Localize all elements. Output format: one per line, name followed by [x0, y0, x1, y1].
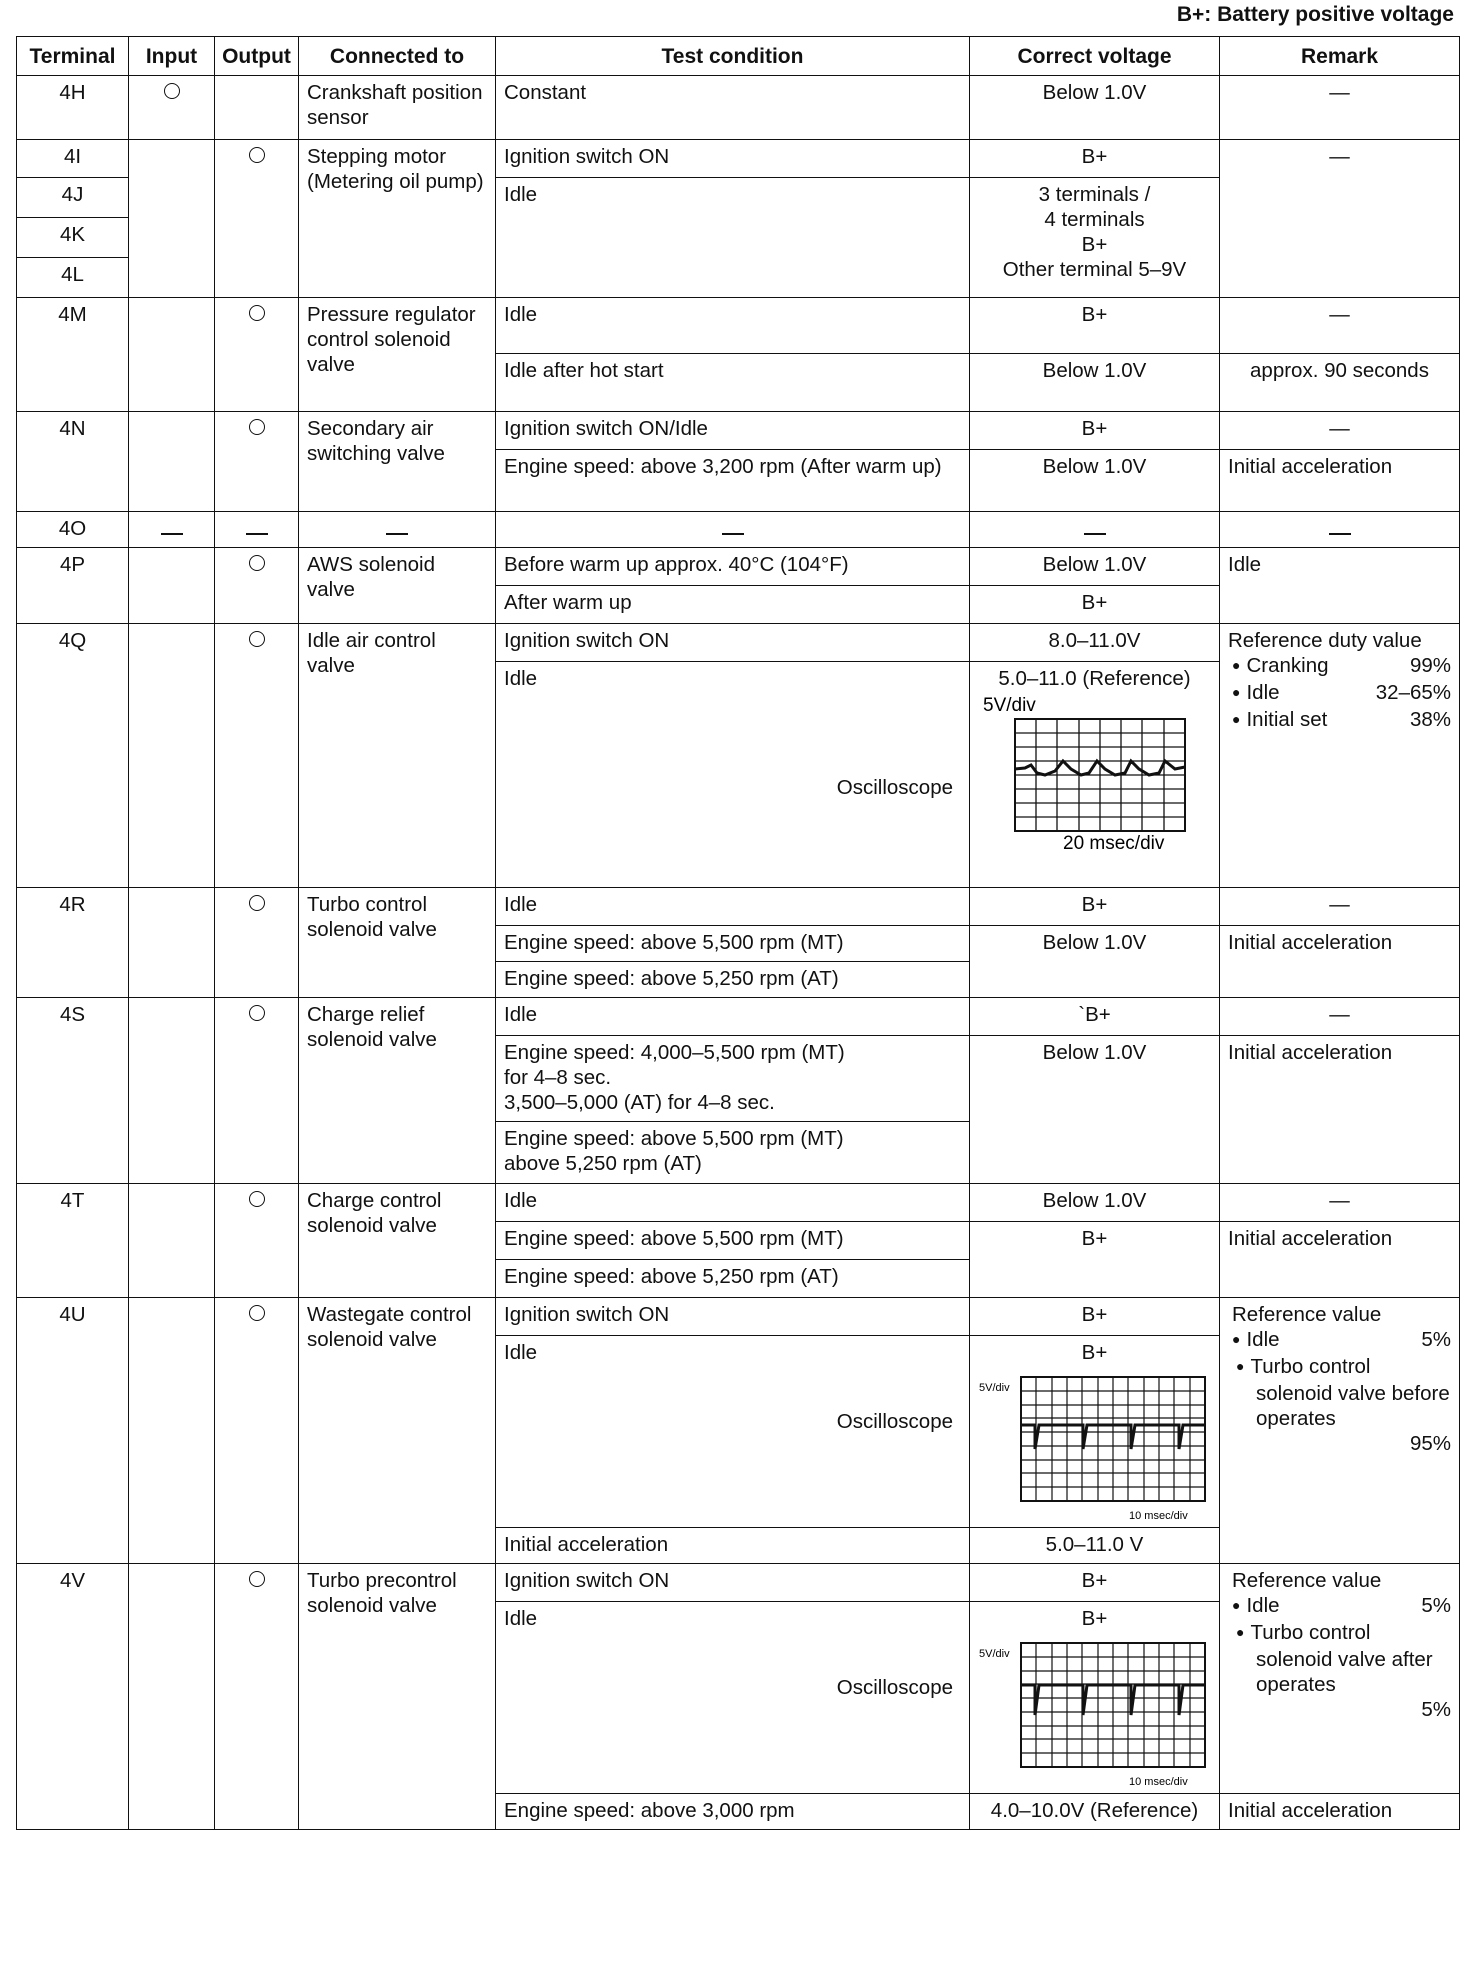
voltage-cell: Below 1.0V [970, 76, 1220, 140]
voltage-cell [970, 1602, 1220, 1794]
output-cell [215, 548, 299, 624]
remark-heading: Reference duty value [1228, 629, 1422, 652]
condition-cell: Engine speed: above 3,200 rpm (After warm up) [496, 450, 970, 512]
dash-mark [1084, 533, 1106, 535]
condition-cell: Idle [496, 178, 970, 298]
list-item [1232, 1593, 1451, 1620]
output-cell [215, 1184, 299, 1298]
voltage-cell: B+ [970, 1298, 1220, 1336]
duty-label: ● Initial set [1232, 707, 1327, 734]
voltage-cell: `B+ [970, 998, 1220, 1036]
terminal-cell: 4J [17, 178, 129, 218]
table-row [17, 1184, 1460, 1222]
condition-cell: Before warm up approx. 40°C (104°F) [496, 548, 970, 586]
output-mark-icon [249, 555, 265, 571]
remark-cell [1220, 1564, 1460, 1794]
ref-value: 95% [1409, 1432, 1451, 1455]
connected-cell: Wastegate control solenoid valve [299, 1298, 496, 1564]
remark-cell: — [1220, 298, 1460, 354]
ref-label: ● Idle [1232, 1327, 1280, 1354]
condition-cell [496, 512, 970, 548]
output-cell [215, 1298, 299, 1564]
connected-cell [299, 512, 496, 548]
connected-cell: Turbo precontrol solenoid valve [299, 1564, 496, 1830]
remark-cell: Initial acceleration [1220, 926, 1460, 998]
voltage-cell: B+ [970, 888, 1220, 926]
table-row [17, 888, 1460, 926]
condition-cell: Idle [496, 1184, 970, 1222]
terminal-cell: 4U [17, 1298, 129, 1564]
oscilloscope-waveform-chart [979, 1369, 1211, 1523]
output-mark-icon [249, 1191, 265, 1207]
remark-block [1228, 1302, 1451, 1456]
terminal-cell: 4H [17, 76, 129, 140]
condition-cell: Idle [496, 888, 970, 926]
terminal-cell: 4K [17, 218, 129, 258]
voltage-cell: 4.0–10.0V (Reference) [970, 1794, 1220, 1830]
table-row [17, 548, 1460, 586]
header-output: Output [215, 37, 299, 76]
remark-cell [1220, 624, 1460, 888]
remark-cell [1220, 512, 1460, 548]
table-row [17, 512, 1460, 548]
output-mark-icon [249, 147, 265, 163]
remark-cell: — [1220, 76, 1460, 140]
input-cell [129, 1298, 215, 1564]
condition-cell: Idle [496, 298, 970, 354]
condition-cell: Ignition switch ON [496, 624, 970, 662]
voltage-cell: B+ [970, 1222, 1220, 1298]
scope-grid [1021, 1377, 1205, 1501]
header-terminal: Terminal [17, 37, 129, 76]
condition-text: Idle [504, 667, 538, 690]
condition-line: for 4–8 sec. [504, 1066, 612, 1089]
voltage-cell: B+ [970, 1564, 1220, 1602]
output-cell [215, 888, 299, 998]
condition-line: Engine speed: above 5,500 rpm (MT) [504, 1127, 844, 1150]
header-row [17, 37, 1460, 76]
remark-cell: — [1220, 888, 1460, 926]
input-cell [129, 624, 215, 888]
condition-line: Engine speed: 4,000–5,500 rpm (MT) [504, 1041, 845, 1064]
table-row [17, 76, 1460, 140]
condition-cell: Initial acceleration [496, 1528, 970, 1564]
duty-list [1228, 653, 1451, 734]
condition-cell: Idle [496, 998, 970, 1036]
voltage-cell: B+ [970, 140, 1220, 178]
input-cell [129, 998, 215, 1184]
remark-cell: approx. 90 seconds [1220, 354, 1460, 412]
connected-cell: Crankshaft position sensor [299, 76, 496, 140]
connected-cell: AWS solenoid valve [299, 548, 496, 624]
remark-cell: — [1220, 1184, 1460, 1222]
terminal-cell: 4S [17, 998, 129, 1184]
remark-block [1228, 1568, 1451, 1722]
remark-cell: Initial acceleration [1220, 1794, 1460, 1830]
voltage-note: B+: Battery positive voltage [1176, 3, 1454, 26]
voltage-line: 3 terminals / [1038, 183, 1151, 206]
duty-value: 32–65% [1375, 681, 1451, 704]
remark-cell: Initial acceleration [1220, 1036, 1460, 1184]
remark-cell: — [1220, 140, 1460, 298]
output-mark-icon [249, 419, 265, 435]
condition-line: 3,500–5,000 (AT) for 4–8 sec. [504, 1091, 775, 1114]
terminal-cell: 4O [17, 512, 129, 548]
remark-heading: Reference value [1232, 1569, 1382, 1592]
terminal-cell: 4N [17, 412, 129, 512]
connected-cell: Idle air control valve [299, 624, 496, 888]
remark-heading: Reference value [1232, 1303, 1382, 1326]
voltage-cell: Below 1.0V [970, 548, 1220, 586]
voltage-line: 4 terminals [1044, 208, 1145, 231]
oscilloscope-waveform-chart [979, 695, 1211, 851]
connected-cell: Charge relief solenoid valve [299, 998, 496, 1184]
table-row [17, 412, 1460, 450]
input-cell [129, 298, 215, 412]
voltage-line: B+ [1081, 233, 1108, 256]
dash-mark [246, 533, 268, 535]
tdiv-label: 10 msec/div [1128, 1510, 1188, 1522]
remark-cell: Initial acceleration [1220, 450, 1460, 512]
list-item [1228, 707, 1451, 734]
vdiv-label: 5V/div [978, 1382, 1010, 1394]
terminal-cell: 4M [17, 298, 129, 412]
condition-cell [496, 1336, 970, 1528]
output-cell [215, 140, 299, 298]
output-mark-icon [249, 895, 265, 911]
remark-cell: — [1220, 998, 1460, 1036]
condition-cell: Engine speed: above 5,250 rpm (AT) [496, 1260, 970, 1298]
voltage-text: B+ [1081, 1607, 1108, 1630]
condition-cell: Ignition switch ON [496, 1564, 970, 1602]
voltage-cell [970, 178, 1220, 298]
voltage-cell: Below 1.0V [970, 450, 1220, 512]
voltage-line: Other terminal 5–9V [1002, 258, 1187, 281]
condition-cell: Engine speed: above 5,500 rpm (MT) [496, 1222, 970, 1260]
ref-value: 5% [1421, 1328, 1451, 1351]
condition-cell [496, 1122, 970, 1184]
condition-cell: Ignition switch ON [496, 1298, 970, 1336]
connected-cell: Stepping motor (Metering oil pump) [299, 140, 496, 298]
remark-cell: Idle [1220, 548, 1460, 624]
voltage-text: B+ [1081, 1341, 1108, 1364]
output-mark-icon [249, 631, 265, 647]
dash-mark [722, 533, 744, 535]
voltage-cell: Below 1.0V [970, 926, 1220, 998]
terminal-voltage-table [16, 36, 1460, 1830]
dash-mark [161, 533, 183, 535]
condition-text: Idle [504, 1341, 538, 1364]
voltage-cell [970, 662, 1220, 888]
vdiv-label: 5V/div [982, 695, 1036, 716]
input-cell [129, 1184, 215, 1298]
output-mark-icon [249, 1005, 265, 1021]
tdiv-label: 20 msec/div [1062, 833, 1164, 851]
voltage-cell: B+ [970, 412, 1220, 450]
terminal-cell: 4P [17, 548, 129, 624]
condition-cell: After warm up [496, 586, 970, 624]
input-cell [129, 548, 215, 624]
table-row [17, 1298, 1460, 1336]
oscilloscope-label: Oscilloscope [836, 1410, 953, 1433]
condition-text: Idle [504, 1607, 538, 1630]
header-correct-voltage: Correct voltage [970, 37, 1220, 76]
voltage-cell: B+ [970, 586, 1220, 624]
header-connected-to: Connected to [299, 37, 496, 76]
duty-value: 99% [1409, 654, 1451, 677]
connected-cell: Charge control solenoid valve [299, 1184, 496, 1298]
condition-cell [496, 1602, 970, 1794]
oscilloscope-label: Oscilloscope [836, 1676, 953, 1699]
terminal-cell: 4R [17, 888, 129, 998]
condition-cell: Ignition switch ON [496, 140, 970, 178]
reference-list [1232, 1593, 1451, 1620]
duty-value: 38% [1409, 708, 1451, 731]
condition-cell [496, 662, 970, 888]
output-cell [215, 1564, 299, 1830]
oscilloscope-waveform-chart [979, 1635, 1211, 1789]
output-mark-icon [249, 1571, 265, 1587]
condition-cell: Engine speed: above 3,000 rpm [496, 1794, 970, 1830]
scope-grid [1021, 1643, 1205, 1767]
input-cell [129, 76, 215, 140]
voltage-text: 5.0–11.0 (Reference) [998, 667, 1191, 690]
terminal-cell: 4T [17, 1184, 129, 1298]
connected-cell: Pressure regulator control solenoid valve [299, 298, 496, 412]
voltage-cell [970, 1336, 1220, 1528]
input-cell [129, 412, 215, 512]
output-cell [215, 998, 299, 1184]
header-remark: Remark [1220, 37, 1460, 76]
header-input: Input [129, 37, 215, 76]
dash-mark [386, 533, 408, 535]
remark-cell [1220, 1298, 1460, 1564]
condition-cell: Constant [496, 76, 970, 140]
list-item [1232, 1327, 1451, 1354]
connected-cell: Turbo control solenoid valve [299, 888, 496, 998]
terminal-cell: 4Q [17, 624, 129, 888]
output-cell [215, 512, 299, 548]
input-cell [129, 1564, 215, 1830]
voltage-cell: Below 1.0V [970, 354, 1220, 412]
ref-value: 5% [1421, 1698, 1451, 1721]
voltage-cell: 8.0–11.0V [970, 624, 1220, 662]
output-cell [215, 298, 299, 412]
vdiv-label: 5V/div [978, 1648, 1010, 1660]
voltage-cell [970, 512, 1220, 548]
connected-cell: Secondary air switching valve [299, 412, 496, 512]
output-cell [215, 76, 299, 140]
voltage-cell: Below 1.0V [970, 1184, 1220, 1222]
remark-cell: Initial acceleration [1220, 1222, 1460, 1298]
condition-cell: Engine speed: above 5,250 rpm (AT) [496, 962, 970, 998]
terminal-cell: 4L [17, 258, 129, 298]
oscilloscope-label: Oscilloscope [836, 776, 953, 799]
output-cell [215, 624, 299, 888]
condition-cell: Ignition switch ON/Idle [496, 412, 970, 450]
voltage-cell: Below 1.0V [970, 1036, 1220, 1184]
output-cell [215, 412, 299, 512]
table-row [17, 998, 1460, 1036]
terminal-cell: 4V [17, 1564, 129, 1830]
duty-label: ● Cranking [1232, 653, 1329, 680]
condition-line: above 5,250 rpm (AT) [504, 1152, 702, 1175]
ref-value: 5% [1421, 1594, 1451, 1617]
voltage-cell: 5.0–11.0 V [970, 1528, 1220, 1564]
input-cell [129, 140, 215, 298]
tdiv-label: 10 msec/div [1128, 1776, 1188, 1788]
duty-label: ● Idle [1232, 680, 1280, 707]
ref-label: ● Turbo control solenoid valve before operates [1232, 1354, 1451, 1431]
dash-mark [1329, 533, 1351, 535]
output-mark-icon [249, 1305, 265, 1321]
condition-cell: Engine speed: above 5,500 rpm (MT) [496, 926, 970, 962]
table-row [17, 624, 1460, 662]
table-row [17, 140, 1460, 178]
header-test-condition: Test condition [496, 37, 970, 76]
condition-cell: Idle after hot start [496, 354, 970, 412]
ref-label: ● Turbo control solenoid valve after operates [1232, 1620, 1451, 1697]
remark-cell: — [1220, 412, 1460, 450]
ref-label: ● Idle [1232, 1593, 1280, 1620]
terminal-cell: 4I [17, 140, 129, 178]
input-mark-icon [164, 83, 180, 99]
output-mark-icon [249, 305, 265, 321]
condition-cell [496, 1036, 970, 1122]
list-item [1228, 680, 1451, 707]
table-row [17, 1564, 1460, 1602]
list-item [1228, 653, 1451, 680]
reference-list [1232, 1327, 1451, 1354]
input-cell [129, 512, 215, 548]
table-row [17, 298, 1460, 354]
voltage-cell: B+ [970, 298, 1220, 354]
input-cell [129, 888, 215, 998]
